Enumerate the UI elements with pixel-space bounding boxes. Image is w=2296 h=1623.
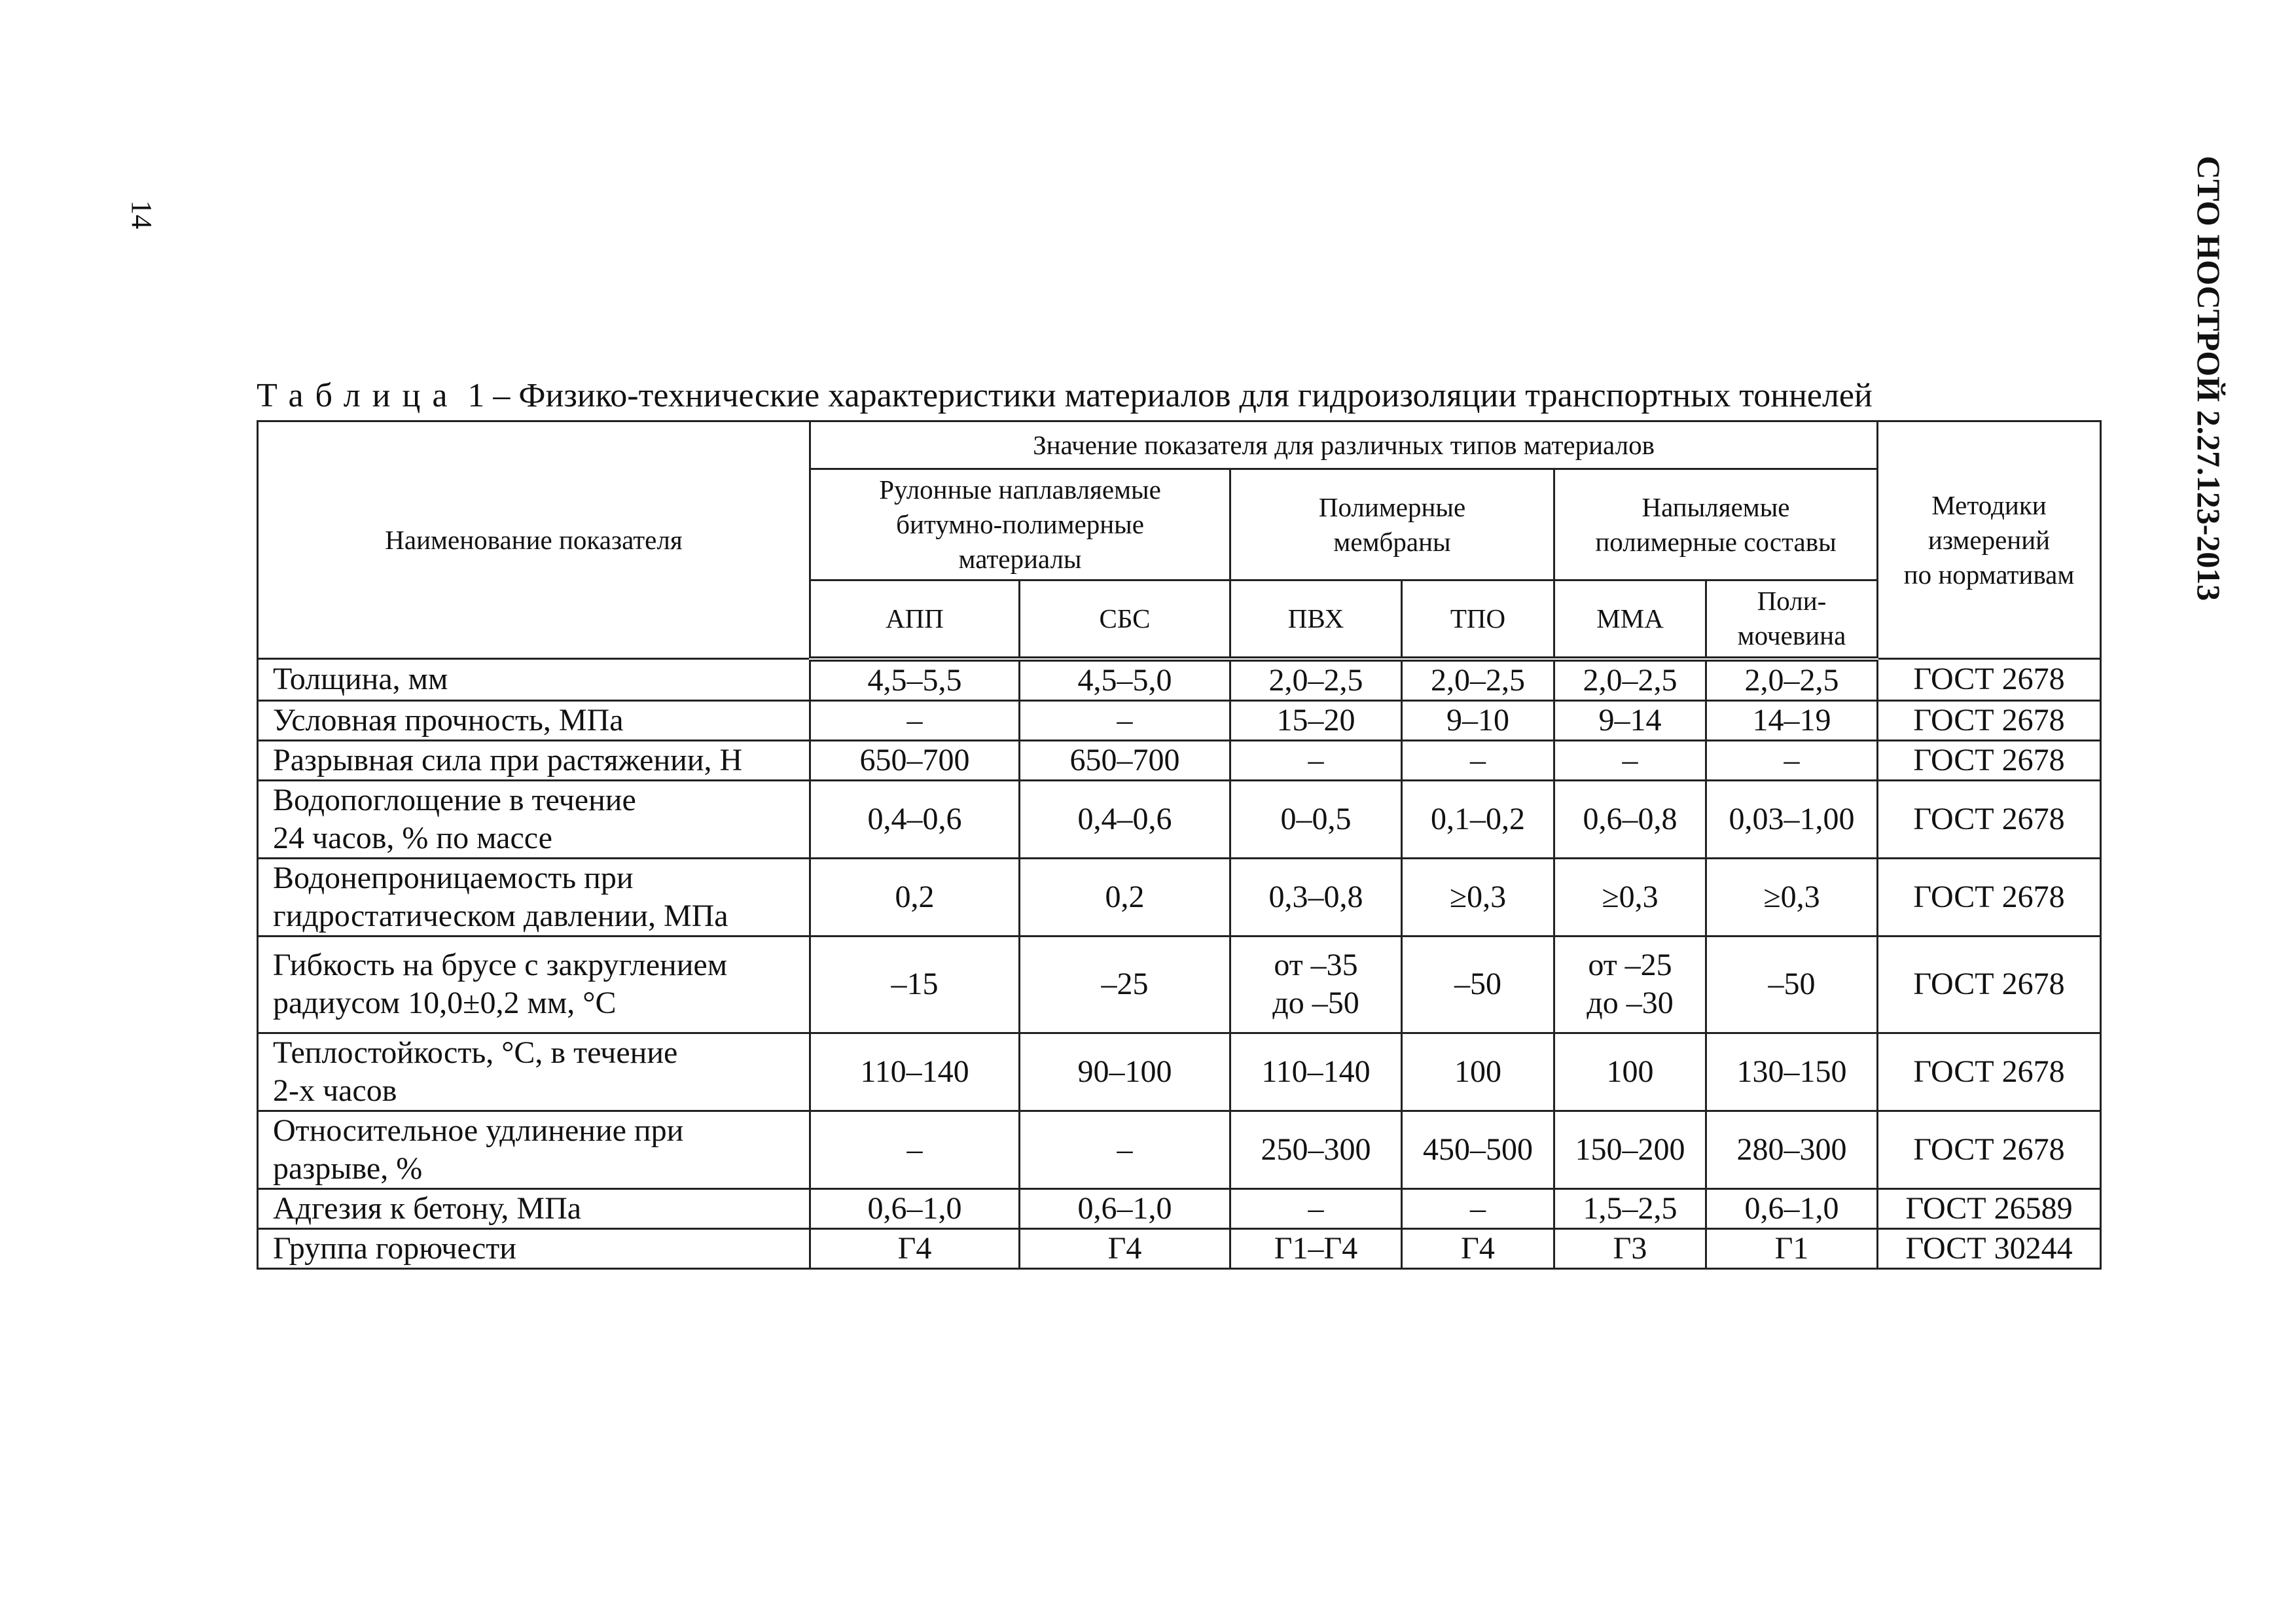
method-cell: ГОСТ 30244 — [1878, 1228, 2101, 1268]
table-row — [258, 1033, 2101, 1111]
header-group-line: мембраны — [1333, 526, 1451, 557]
table-row — [258, 858, 2101, 936]
value-cell — [1554, 1228, 1706, 1268]
value-cell-line: 650–700 — [859, 742, 970, 777]
value-cell — [810, 780, 1020, 858]
row-indicator-name — [258, 1111, 810, 1188]
table-row — [258, 659, 2101, 701]
value-cell-line: Г3 — [1613, 1230, 1647, 1266]
row-indicator-name-line: Относительное удлинение при — [273, 1113, 684, 1148]
value-cell — [1706, 780, 1878, 858]
value-cell — [1230, 700, 1402, 740]
value-cell — [810, 1033, 1020, 1111]
table-row — [258, 780, 2101, 858]
value-cell-line: 150–200 — [1575, 1132, 1685, 1167]
value-cell-line: 2,0–2,5 — [1583, 662, 1677, 698]
value-cell — [1230, 858, 1402, 936]
document-code: СТО НОСТРОЙ 2.27.123-2013 — [2191, 156, 2227, 601]
value-cell — [1554, 780, 1706, 858]
table-row — [258, 1188, 2101, 1228]
value-cell — [1402, 740, 1554, 780]
header-methods-line: по нормативам — [1903, 559, 2075, 590]
value-cell-line: 9–10 — [1446, 702, 1509, 738]
header-methods-line: Методики — [1931, 490, 2047, 520]
value-cell-line: 650–700 — [1069, 742, 1180, 777]
value-cell-line: 250–300 — [1261, 1132, 1371, 1167]
header-subcol — [810, 580, 1020, 659]
value-cell-line: 90–100 — [1077, 1054, 1172, 1089]
row-indicator-name — [258, 858, 810, 936]
value-cell-line: 0,1–0,2 — [1431, 801, 1525, 836]
row-indicator-name-line: Теплостойкость, °С, в течение — [273, 1035, 678, 1070]
value-cell — [1402, 1188, 1554, 1228]
value-cell — [1230, 1228, 1402, 1268]
row-indicator-name-line: Условная прочность, МПа — [273, 702, 624, 738]
header-subcol-line: Поли- — [1757, 586, 1827, 616]
value-cell-line: 1,5–2,5 — [1583, 1190, 1677, 1226]
value-cell — [1554, 1033, 1706, 1111]
value-cell-line: –50 — [1768, 967, 1816, 1001]
value-cell-line: от –35 — [1274, 948, 1358, 982]
value-cell-line: – — [1622, 742, 1638, 777]
value-cell-line: ≥0,3 — [1602, 879, 1659, 914]
value-cell — [1020, 1188, 1230, 1228]
value-cell-line: 0,3–0,8 — [1268, 879, 1363, 914]
method-cell: ГОСТ 2678 — [1878, 659, 2101, 701]
row-indicator-name-line: 2-х часов — [273, 1073, 397, 1108]
header-subcol-line: ТПО — [1450, 603, 1506, 633]
row-indicator-name — [258, 1033, 810, 1111]
header-subcol — [1402, 580, 1554, 659]
method-cell: ГОСТ 2678 — [1878, 1111, 2101, 1188]
value-cell-line: от –25 — [1588, 948, 1672, 982]
value-cell — [1020, 659, 1230, 701]
value-cell — [1230, 1111, 1402, 1188]
value-cell-line: 0,4–0,6 — [1077, 801, 1172, 836]
value-cell-line: – — [1308, 742, 1324, 777]
value-cell — [1554, 858, 1706, 936]
header-group-line: битумно-полимерные — [896, 509, 1144, 539]
table-row — [258, 1228, 2101, 1268]
row-indicator-name — [258, 740, 810, 780]
value-cell — [1230, 1188, 1402, 1228]
value-cell — [1706, 700, 1878, 740]
header-group-line: Напыляемые — [1641, 491, 1790, 522]
value-cell — [1706, 936, 1878, 1033]
value-cell — [1020, 1111, 1230, 1188]
value-cell — [1402, 1033, 1554, 1111]
value-cell-line: 15–20 — [1276, 702, 1355, 738]
value-cell-line: 0,2 — [895, 879, 935, 914]
value-cell — [810, 1228, 1020, 1268]
value-cell-line: до –30 — [1587, 986, 1674, 1020]
value-cell — [810, 740, 1020, 780]
header-subcol — [1554, 580, 1706, 659]
row-indicator-name — [258, 936, 810, 1033]
header-subcol-line: ММА — [1596, 603, 1664, 633]
value-cell — [1230, 740, 1402, 780]
value-cell — [810, 858, 1020, 936]
row-indicator-name-line: гидростатическом давлении, МПа — [273, 898, 728, 933]
value-cell — [1402, 659, 1554, 701]
header-group-line: материалы — [958, 544, 1082, 574]
value-cell-line: – — [1470, 1190, 1486, 1226]
value-cell — [1020, 936, 1230, 1033]
header-group-line: Полимерные — [1318, 491, 1466, 522]
value-cell-line: 100 — [1454, 1054, 1501, 1089]
header-methods-line: измерений — [1928, 524, 2051, 555]
value-cell-line: 130–150 — [1736, 1054, 1847, 1089]
header-subcol — [1706, 580, 1878, 659]
header-methods — [1878, 421, 2101, 659]
value-cell — [810, 1188, 1020, 1228]
row-indicator-name-line: Адгезия к бетону, МПа — [273, 1190, 582, 1226]
row-indicator-name-line: разрыве, % — [273, 1150, 423, 1186]
value-cell-line: Г1 — [1774, 1230, 1809, 1266]
value-cell-line: – — [906, 702, 923, 738]
method-cell: ГОСТ 2678 — [1878, 740, 2101, 780]
value-cell-line: 280–300 — [1736, 1132, 1847, 1167]
header-subcol-line: мочевина — [1737, 620, 1846, 651]
value-cell — [1554, 740, 1706, 780]
value-cell — [1402, 780, 1554, 858]
header-group — [1230, 469, 1554, 580]
header-subcol-line: ПВХ — [1287, 603, 1344, 633]
value-cell-line: 100 — [1606, 1054, 1654, 1089]
value-cell-line: 450–500 — [1423, 1132, 1533, 1167]
value-cell-line: Г4 — [1461, 1230, 1495, 1266]
row-indicator-name-line: Водонепроницаемость при — [273, 860, 634, 895]
row-indicator-name — [258, 780, 810, 858]
value-cell-line: 4,5–5,0 — [1077, 662, 1172, 698]
value-cell-line: – — [1117, 702, 1133, 738]
value-cell-line: 9–14 — [1598, 702, 1662, 738]
table-caption — [257, 376, 1873, 416]
method-cell: ГОСТ 2678 — [1878, 936, 2101, 1033]
value-cell-line: – — [906, 1132, 923, 1167]
page-number: 14 — [126, 200, 158, 229]
value-cell-line: 2,0–2,5 — [1268, 662, 1363, 698]
value-cell-line: 14–19 — [1752, 702, 1831, 738]
value-cell-line: Г4 — [1107, 1230, 1142, 1266]
value-cell — [1554, 1111, 1706, 1188]
value-cell — [1706, 1228, 1878, 1268]
value-cell — [810, 936, 1020, 1033]
value-cell — [1706, 659, 1878, 701]
method-cell: ГОСТ 2678 — [1878, 700, 2101, 740]
header-subcol-line: АПП — [886, 603, 944, 633]
value-cell — [1402, 1111, 1554, 1188]
value-cell-line: ≥0,3 — [1449, 879, 1507, 914]
value-cell — [810, 700, 1020, 740]
value-cell — [1230, 936, 1402, 1033]
row-indicator-name — [258, 700, 810, 740]
method-cell: ГОСТ 26589 — [1878, 1188, 2101, 1228]
value-cell-line: 0,03–1,00 — [1729, 801, 1855, 836]
value-cell — [1402, 700, 1554, 740]
header-group — [1554, 469, 1878, 580]
value-cell-line: 110–140 — [1261, 1054, 1371, 1089]
row-indicator-name-line: Толщина, мм — [273, 662, 448, 697]
value-cell-line: 0–0,5 — [1280, 801, 1352, 836]
header-group — [810, 469, 1230, 580]
value-cell — [1230, 1033, 1402, 1111]
value-cell — [810, 659, 1020, 701]
value-cell-line: –25 — [1101, 967, 1149, 1001]
method-cell: ГОСТ 2678 — [1878, 780, 2101, 858]
table-row — [258, 700, 2101, 740]
value-cell-line: 0,4–0,6 — [867, 801, 962, 836]
value-cell-line: –15 — [891, 967, 939, 1001]
value-cell-line: до –50 — [1272, 986, 1359, 1020]
header-group-line: полимерные составы — [1595, 526, 1837, 557]
value-cell — [1402, 936, 1554, 1033]
value-cell-line: Г1–Г4 — [1274, 1230, 1358, 1266]
value-cell-line: –50 — [1454, 967, 1501, 1001]
value-cell — [1230, 780, 1402, 858]
value-cell — [1020, 740, 1230, 780]
header-subcol — [1020, 580, 1230, 659]
header-subcol — [1230, 580, 1402, 659]
table-row — [258, 740, 2101, 780]
row-indicator-name — [258, 659, 810, 701]
value-cell — [1020, 858, 1230, 936]
value-cell — [1706, 740, 1878, 780]
row-indicator-name-line: радиусом 10,0±0,2 мм, °С — [273, 986, 617, 1020]
row-indicator-name — [258, 1228, 810, 1268]
method-cell: ГОСТ 2678 — [1878, 858, 2101, 936]
value-cell-line: 4,5–5,5 — [867, 662, 962, 698]
value-cell — [1402, 1228, 1554, 1268]
table-row — [258, 1111, 2101, 1188]
value-cell-line: 0,6–0,8 — [1583, 801, 1677, 836]
value-cell — [1554, 700, 1706, 740]
value-cell-line: – — [1784, 742, 1800, 777]
row-indicator-name-line: Гибкость на брусе с закруглением — [273, 948, 728, 982]
value-cell — [810, 1111, 1020, 1188]
value-cell — [1706, 1188, 1878, 1228]
value-cell-line: 0,6–1,0 — [867, 1190, 962, 1226]
row-indicator-name-line: Разрывная сила при растяжении, Н — [273, 742, 743, 777]
value-cell-line: 0,6–1,0 — [1744, 1190, 1839, 1226]
value-cell — [1706, 1033, 1878, 1111]
materials-table — [257, 420, 2102, 1270]
value-cell-line: Г4 — [897, 1230, 932, 1266]
header-subcol-line: СБС — [1099, 603, 1151, 633]
value-cell — [1020, 780, 1230, 858]
value-cell — [1402, 858, 1554, 936]
table-row — [258, 936, 2101, 1033]
value-cell — [1554, 936, 1706, 1033]
table-caption-lead: Таблица — [257, 377, 459, 414]
row-indicator-name-line: Водопоглощение в течение — [273, 782, 636, 817]
row-indicator-name-line: 24 часов, % по массе — [273, 820, 552, 855]
value-cell — [1554, 659, 1706, 701]
value-cell — [1020, 1228, 1230, 1268]
row-indicator-name — [258, 1188, 810, 1228]
table-caption-text: 1 – Физико-технические характеристики материалов для гидроизоляции транспортных тоннелей — [459, 377, 1873, 414]
value-cell-line: – — [1470, 742, 1486, 777]
value-cell — [1020, 700, 1230, 740]
value-cell — [1554, 1188, 1706, 1228]
value-cell — [1706, 858, 1878, 936]
value-cell-line: 0,2 — [1105, 879, 1145, 914]
value-cell — [1230, 659, 1402, 701]
value-cell — [1020, 1033, 1230, 1111]
value-cell-line: – — [1117, 1132, 1133, 1167]
method-cell: ГОСТ 2678 — [1878, 1033, 2101, 1111]
value-cell-line: 0,6–1,0 — [1077, 1190, 1172, 1226]
header-value-group: Значение показателя для различных типов материалов — [810, 421, 1878, 469]
header-group-line: Рулонные наплавляемые — [879, 474, 1161, 505]
value-cell — [1706, 1111, 1878, 1188]
value-cell-line: 2,0–2,5 — [1744, 662, 1839, 698]
value-cell-line: 110–140 — [860, 1054, 969, 1089]
value-cell-line: ≥0,3 — [1763, 879, 1820, 914]
value-cell-line: – — [1308, 1190, 1324, 1226]
row-indicator-name-line: Группа горючести — [273, 1230, 516, 1266]
value-cell-line: 2,0–2,5 — [1431, 662, 1525, 698]
header-indicator-name: Наименование показателя — [258, 421, 810, 659]
